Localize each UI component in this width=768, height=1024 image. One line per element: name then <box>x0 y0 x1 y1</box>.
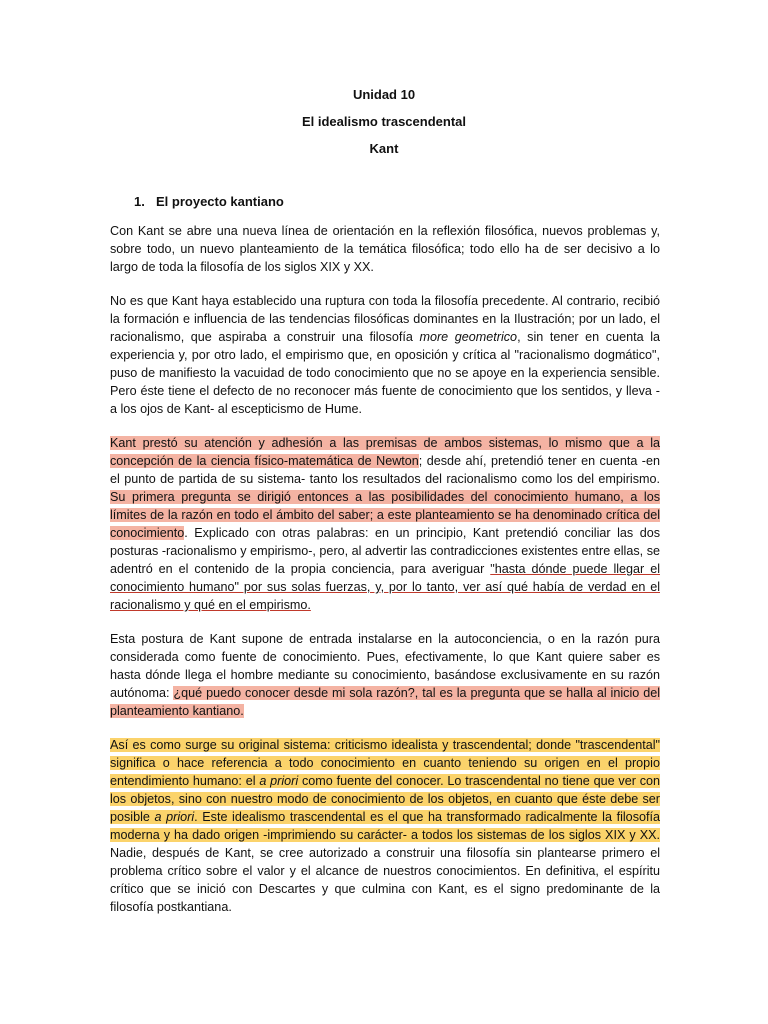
paragraph-5 <box>110 736 660 916</box>
text-run: Esta postura de Kant supone de entrada instalarse en la autoconciencia, o en la razón pura considerada como fuente de conocimiento. Pues, efectivamente, lo que Kant quiere saber es hasta dónde llega el hombre mediante su conocimiento, basándose exclusivamente en su razón autónoma: <box>110 632 660 700</box>
underlined-run: "hasta dónde puede llegar el conocimiento humano" por sus solas fuerzas, y, por lo tanto, ver así qué había de verdad en el racionalismo y qué en el empirismo. <box>110 562 660 612</box>
highlight-red: ¿qué puedo conocer desde mi sola razón?, tal es la pregunta que se halla al inicio del planteamiento kantiano. <box>110 686 660 718</box>
document-header <box>0 86 768 167</box>
italic-run: more geometrico <box>419 330 518 344</box>
highlight-yellow <box>110 738 660 842</box>
text-run: , sin tener en cuenta la experiencia y, por otro lado, el empirismo que, en oposición y crítica al "racionalismo dogmático", puso de manifiesto la vacuidad de todo conocimiento que no se apoye en la experiencia sensible. Pero éste tiene el defecto de no reconocer más fuente de conocimiento que los sentidos, y lleva -a los ojos de Kant- al escepticismo de Hume. <box>110 330 661 416</box>
highlight-red: Su primera pregunta se dirigió entonces a las posibilidades del conocimiento humano, a los límites de la razón en todo el ámbito del saber; a este planteamiento se ha denominado crítica del conocimiento <box>110 490 660 540</box>
italic-run: a priori <box>259 774 299 788</box>
page-title: El idealismo trascendental <box>301 114 466 129</box>
paragraph-3 <box>110 434 660 614</box>
paragraph-2 <box>110 292 660 418</box>
text-run: como fuente del conocer. Lo trascendental no tiene que ver con los objetos, sino con nuestro modo de conocimiento de los objetos, en cuanto que éste debe ser posible <box>110 774 661 824</box>
text-run: ; desde ahí, pretendió tener en cuenta -en el punto de partida de su sistema- tanto los resultados del racionalismo como los del empirismo. <box>110 454 660 486</box>
text-run: . Explicado con otras palabras: en un principio, Kant pretendió conciliar las dos posturas -racionalismo y empirismo-, pero, al advertir las contradicciones existentes entre ellas, se adentró en el contenido de la propia conciencia, para averiguar <box>110 526 660 576</box>
author-title: Kant <box>369 141 399 156</box>
italic-run: a priori <box>154 810 195 824</box>
document-body <box>110 222 660 932</box>
text-run: Así es como surge su original sistema: criticismo idealista y trascendental; donde "trascendental" significa o hace referencia a todo conocimiento en cuanto teniendo su origen en el propio entendimiento humano: el <box>110 738 660 788</box>
text-run: No es que Kant haya establecido una ruptura con toda la filosofía precedente. Al contrario, recibió la formación e influencia de las tendencias filosóficas dominantes en la Ilustración; por un lado, el racionalismo, que aspiraba a construir una filosofía <box>110 294 660 344</box>
section-number: 1. <box>134 194 145 209</box>
text-run: . Este idealismo trascendental es el que ha transformado radicalmente la filosofía moderna y ha dado origen -imprimiendo su carácter- a todos los sistemas de los siglos XIX y XX. <box>110 810 660 842</box>
paragraph-4 <box>110 630 660 720</box>
unit-title: Unidad 10 <box>352 87 416 102</box>
paragraph-1: Con Kant se abre una nueva línea de orientación en la reflexión filosófica, nuevos problemas y, sobre todo, un nuevo planteamiento de la temática filosófica; todo ello ha de ser decisivo a lo largo de toda la filosofía de los siglos XIX y XX. <box>110 224 660 274</box>
section-title: El proyecto kantiano <box>156 194 284 209</box>
text-run: Nadie, después de Kant, se cree autorizado a construir una filosofía sin plantearse primero el problema crítico sobre el valor y el alcance de nuestros conocimientos. En definitiva, el espíritu crítico que se inició con Descartes y que culmina con Kant, es el signo predominante de la filosofía postkantiana. <box>110 846 660 914</box>
section-heading <box>134 194 284 209</box>
highlight-red: Kant prestó su atención y adhesión a las premisas de ambos sistemas, lo mismo que a la concepción de la ciencia físico-matemática de Newton <box>110 436 660 468</box>
